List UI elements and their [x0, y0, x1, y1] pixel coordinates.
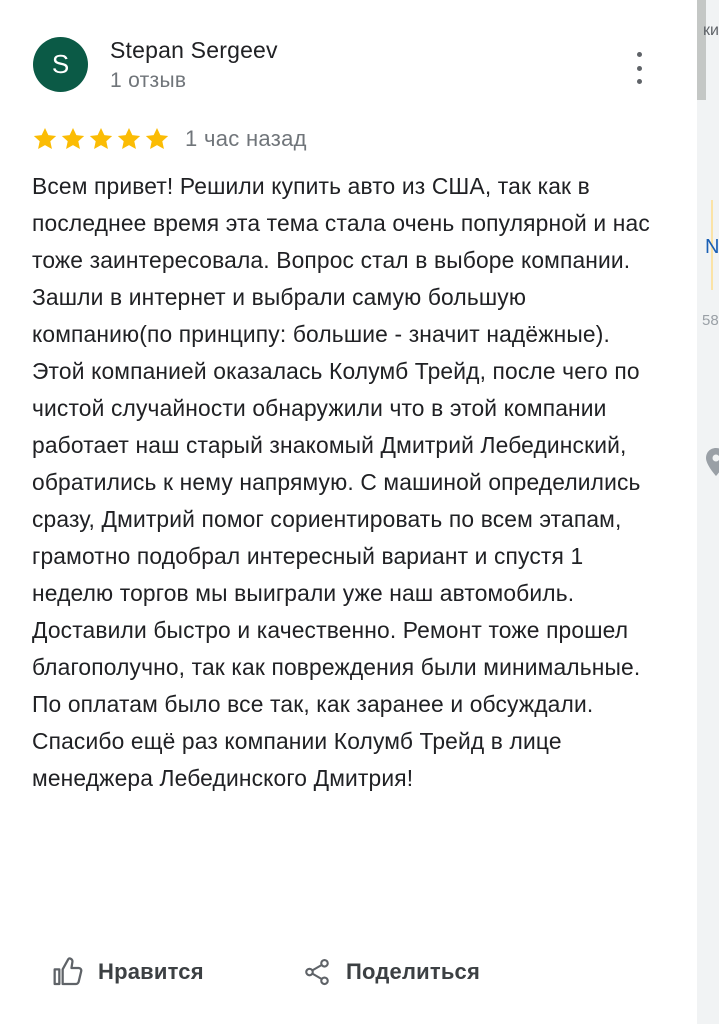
avatar[interactable]: S: [33, 37, 88, 92]
more-vert-icon-dot: [637, 79, 642, 84]
like-label: Нравится: [98, 959, 204, 984]
like-button[interactable]: [52, 952, 204, 992]
star-icon: [60, 126, 86, 152]
star-icon: [88, 126, 114, 152]
map-panel-edge: [697, 0, 719, 1024]
author-review-count: 1 отзыв: [110, 69, 187, 92]
more-vert-icon: [637, 52, 642, 57]
star-icon: [116, 126, 142, 152]
share-icon: [302, 957, 332, 987]
map-label-fragment: N: [705, 236, 719, 258]
map-label-fragment: ки: [703, 22, 719, 39]
map-label-fragment: 58: [702, 312, 719, 329]
star-icon: [32, 126, 58, 152]
more-options-button[interactable]: [624, 52, 654, 84]
map-pin-icon: [705, 446, 719, 506]
more-vert-icon-dot: [637, 66, 642, 71]
scrollbar-thumb[interactable]: [697, 0, 706, 100]
review-time: 1 час назад: [185, 126, 307, 151]
rating-stars: [32, 126, 170, 152]
thumb-up-icon: [52, 956, 84, 988]
share-label: Поделиться: [346, 959, 481, 984]
share-button[interactable]: [302, 952, 480, 992]
author-name[interactable]: Stepan Sergeev: [110, 37, 278, 63]
review-text: Всем привет! Решили купить авто из США, так как в последнее время эта тема стала очень популярной и нас тоже заинтересовала. Вопрос стал в выборе компании. Зашли в интернет и выбрали самую большую компанию(по принципу: большие - значит надёжные). Этой компанией оказалась Колумб Трейд, после чего по чистой случайности обнаружили что в этой компании работает наш старый знакомый Дмитрий Лебединский, обратились к нему напрямую. С машиной определились сразу, Дмитрий помог сориентировать по всем этапам, грамотно подобрал интересный вариант и спустя 1 неделю торгов мы выиграли уже наш автомобиль. Доставили быстро и качественно. Ремонт тоже прошел благополучно, так как повреждения были минимальные. По оплатам было все так, как заранее и обсуждали. Спасибо ещё раз компании Колумб Трейд в лице менеджера Лебединского Дмитрия!: [32, 173, 650, 791]
star-icon: [144, 126, 170, 152]
